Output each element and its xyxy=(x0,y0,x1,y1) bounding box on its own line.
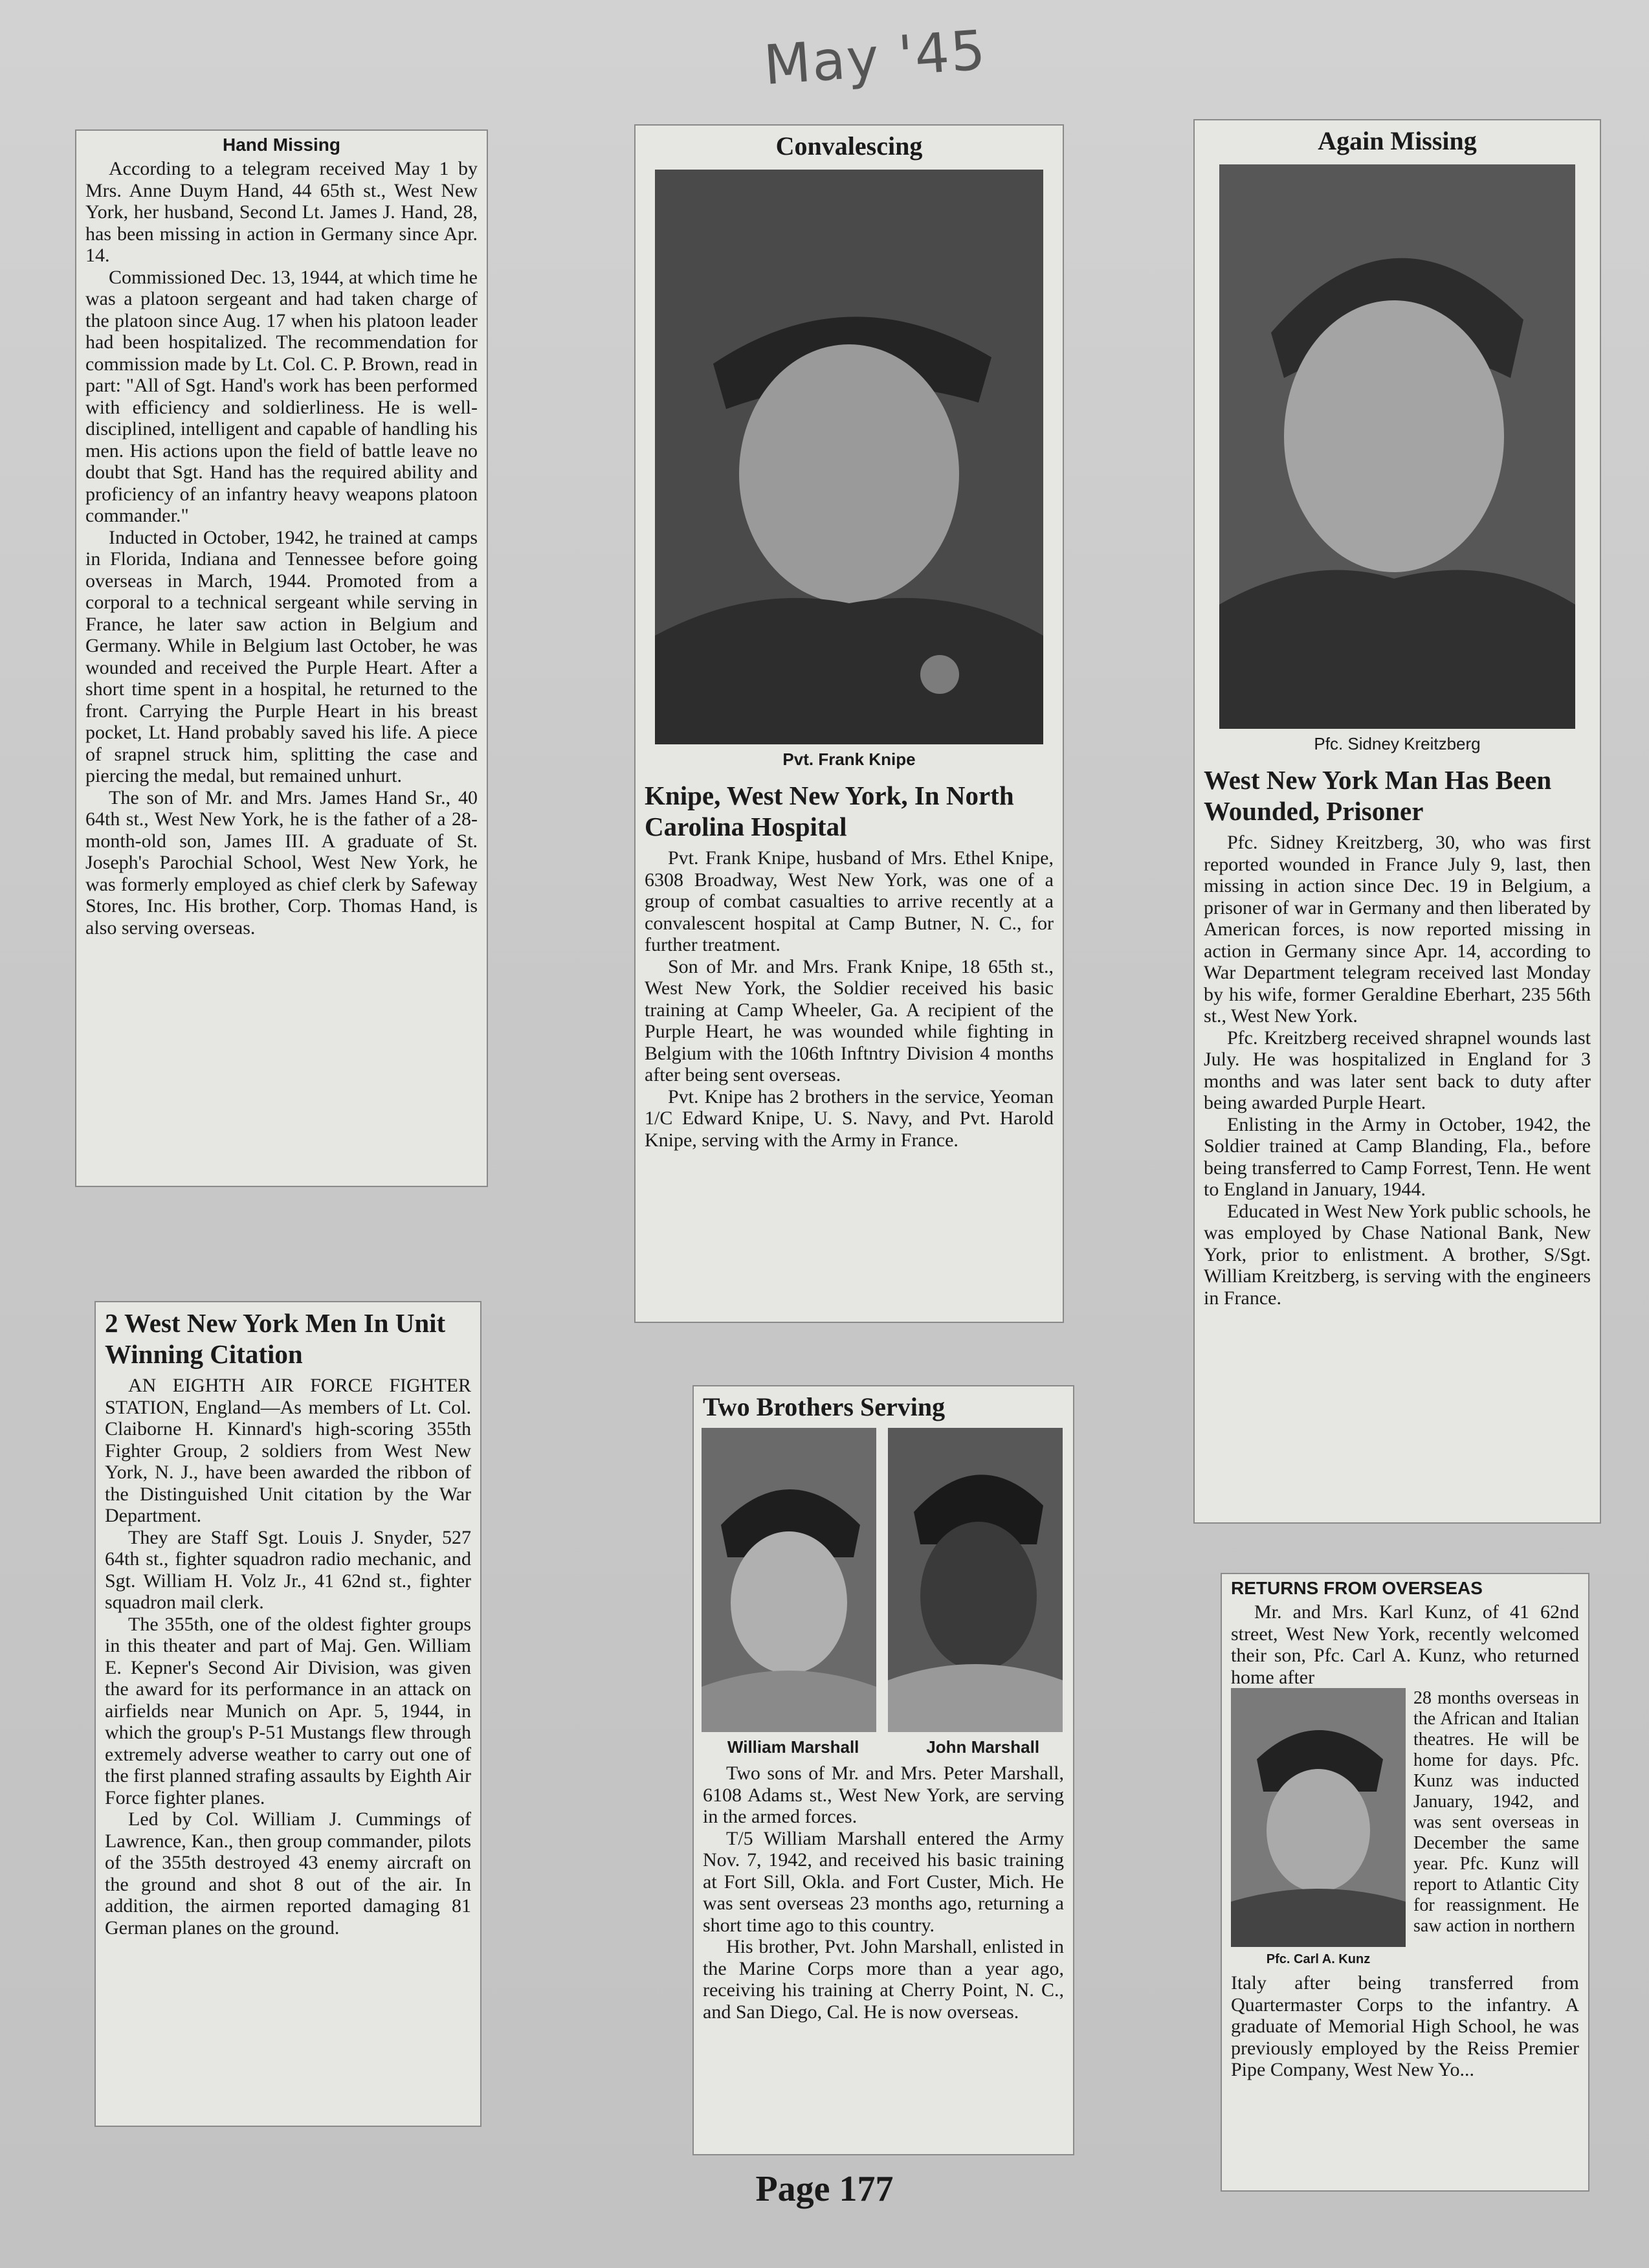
hand-missing-para-2: Commissioned Dec. 13, 1944, at which time he was a platoon sergeant and had taken charge of the platoon since Aug. 17 when his platoon leader had been hospitalized. The recommendation for commission made by Lt. Col. C. P. Brown, read in part: "All of Sgt. Hand's work has been performed with efficiency and soldierliness. He is well-disciplined, intelligent and capable of handling his men. His actions upon the field of battle leave no doubt that Sgt. Hand has the required ability and proficiency of an infantry heavy weapons platoon commander." xyxy=(85,266,478,526)
kunz-photo xyxy=(1231,1688,1406,1947)
again-missing-clipping xyxy=(1193,119,1601,1524)
john-marshall-photo xyxy=(888,1428,1063,1732)
marshall-body xyxy=(694,1762,1073,2023)
again-missing-heading: Again Missing xyxy=(1318,126,1477,155)
convalescing-clipping xyxy=(634,124,1064,1323)
handwritten-date: May '45 xyxy=(762,18,989,97)
kreitzberg-caption: Pfc. Sidney Kreitzberg xyxy=(1314,734,1481,753)
hand-missing-clipping xyxy=(75,129,488,1187)
knipe-photo xyxy=(655,170,1043,744)
kunz-photo-block xyxy=(1231,1688,1406,1972)
returns-side xyxy=(1413,1688,1579,1972)
knipe-body xyxy=(636,847,1063,1151)
kreitzberg-body xyxy=(1195,832,1600,1309)
william-marshall-photo xyxy=(702,1428,876,1732)
returns-intro xyxy=(1222,1601,1588,1688)
knipe-para-1: Pvt. Frank Knipe, husband of Mrs. Ethel Knipe, 6308 Broadway, West New York, was one of a group of combat casualties to arrive recently at a convalescent hospital at Camp Butner, N. C., for further treatment. xyxy=(645,847,1054,955)
page-number: Page 177 xyxy=(755,2169,894,2209)
kreitzberg-para-4: Educated in West New York public schools, he was employed by Chase National Bank, New York, prior to enlistment. A brother, S/Sgt. William Kreitzberg, is serving with the engineers in France. xyxy=(1204,1200,1591,1309)
hand-missing-body xyxy=(76,158,487,939)
returns-intro-text: Mr. and Mrs. Karl Kunz, of 41 62nd street, West New York, recently welcomed their son, Pfc. Carl A. Kunz, who returned home after xyxy=(1231,1601,1579,1688)
knipe-para-2: Son of Mr. and Mrs. Frank Knipe, 18 65th st., West New York, the Soldier received his basic training at Camp Wheeler, Ga. A recipient of the Purple Heart, he was wounded while fighting in Belgium with the 106th Inftntry Division 4 months after being sent overseas. xyxy=(645,955,1054,1085)
two-brothers-heading: Two Brothers Serving xyxy=(703,1392,946,1421)
knipe-caption: Pvt. Frank Knipe xyxy=(782,750,916,769)
citation-clipping xyxy=(94,1301,481,2127)
citation-para-2: They are Staff Sgt. Louis J. Snyder, 527 64th st., fighter squadron radio mechanic, and Sgt. William H. Volz Jr., 41 62nd st., fighter squadron mail clerk. xyxy=(105,1526,471,1613)
citation-title: 2 West New York Men In Unit Winning Citation xyxy=(105,1308,446,1369)
citation-para-1: AN EIGHTH AIR FORCE FIGHTER STATION, England—As members of Lt. Col. Claiborne H. Kinnard's high-scoring 355th Fighter Group, 2 soldiers from West New York, N. J., have been awarded the ribbon of the Distinguished Unit citation by the War Department. xyxy=(105,1375,471,1526)
kreitzberg-photo xyxy=(1219,164,1575,729)
marshall-photos xyxy=(694,1428,1073,1732)
returns-clipping xyxy=(1221,1573,1589,2192)
two-brothers-clipping xyxy=(692,1385,1074,2155)
kreitzberg-para-1: Pfc. Sidney Kreitzberg, 30, who was first reported wounded in France July 9, last, then missing in action since Dec. 19 in Belgium, a prisoner of war in Germany and then liberated by American forces, is now reported missing in action in Germany since Apr. 14, according to War Department telegram received last Monday by his wife, former Geraldine Eberhart, 235 56th st., West New York. xyxy=(1204,832,1591,1027)
william-marshall-caption: William Marshall xyxy=(727,1737,859,1757)
returns-side-text: 28 months overseas in the African and Italian theatres. He will be home for days. Pfc. Kunz was inducted January, 1942, and was sent overseas in December the same year. Pfc. Kunz will report to Atlantic City for reassignment. He saw action in northern xyxy=(1413,1688,1579,1936)
returns-rest-text: Italy after being transferred from Quartermaster Corps to the infantry. A graduate of Memorial High School, he was previously employed by the Reiss Premier Pipe Company, West New Yo... xyxy=(1231,1972,1579,2080)
citation-para-4: Led by Col. William J. Cummings of Lawrence, Kan., then group commander, pilots of the 355th destroyed 43 enemy aircraft on the ground and shot 8 out of the air. In addition, the airmen reported damaging 81 German planes on the ground. xyxy=(105,1808,471,1939)
hand-missing-para-4: The son of Mr. and Mrs. James Hand Sr., 40 64th st., West New York, he is the father of a 28-month-old son, James III. A graduate of St. Joseph's Parochial School, West New York, he was formerly employed as chief clerk by Safeway Stores, Inc. His brother, Corp. Thomas Hand, is also serving overseas. xyxy=(85,786,478,939)
returns-photo-row xyxy=(1222,1688,1588,1972)
knipe-title: Knipe, West New York, In North Carolina Hospital xyxy=(645,781,1014,841)
returns-rest xyxy=(1222,1972,1588,2081)
marshall-para-3: His brother, Pvt. John Marshall, enlisted in the Marine Corps more than a year ago, receiving his training at Cherry Point, N. C., and San Diego, Cal. He is now overseas. xyxy=(703,1936,1064,2023)
kreitzberg-para-3: Enlisting in the Army in October, 1942, the Soldier trained at Camp Blanding, Fla., before being transferred to Camp Forrest, Tenn. He went to England in January, 1944. xyxy=(1204,1113,1591,1200)
kreitzberg-title: West New York Man Has Been Wounded, Prisoner xyxy=(1204,765,1552,826)
returns-heading: RETURNS FROM OVERSEAS xyxy=(1231,1578,1483,1598)
knipe-para-3: Pvt. Knipe has 2 brothers in the service, Yeoman 1/C Edward Knipe, U. S. Navy, and Pvt. Harold Knipe, serving with the Army in France. xyxy=(645,1085,1054,1151)
kreitzberg-para-2: Pfc. Kreitzberg received shrapnel wounds last July. He was hospitalized in England for 3 months and was later sent back to duty after being awarded Purple Heart. xyxy=(1204,1027,1591,1113)
convalescing-heading: Convalescing xyxy=(775,131,923,161)
hand-missing-heading: Hand Missing xyxy=(222,135,340,155)
marshall-para-1: Two sons of Mr. and Mrs. Peter Marshall, 6108 Adams st., West New York, are serving in the armed forces. xyxy=(703,1762,1064,1827)
marshall-captions xyxy=(694,1732,1073,1762)
hand-missing-para-1: According to a telegram received May 1 by Mrs. Anne Duym Hand, 44 65th st., West New York, her husband, Second Lt. James J. Hand, 28, has been missing in action in Germany since Apr. 14. xyxy=(85,158,478,266)
kunz-caption: Pfc. Carl A. Kunz xyxy=(1266,1952,1371,1966)
marshall-para-2: T/5 William Marshall entered the Army Nov. 7, 1942, and received his basic training at Fort Sill, Okla. and Fort Custer, Mich. He was sent overseas 23 months ago, returning a short time ago to this country. xyxy=(703,1827,1064,1936)
john-marshall-caption: John Marshall xyxy=(926,1737,1040,1757)
citation-body xyxy=(96,1375,480,1939)
hand-missing-para-3: Inducted in October, 1942, he trained at camps in Florida, Indiana and Tennessee before going overseas in March, 1944. Promoted from a corporal to a technical sergeant while serving in France, he later saw action in Belgium and Germany. While in Belgium last October, he was wounded and received the Purple Heart. After a short time spent in a hospital, he returned to the front. Carrying the Purple Heart in his breast pocket, Lt. Hand probably saved his life. A piece of srapnel struck him, splitting the case and piercing the medal, but remained unhurt. xyxy=(85,526,478,786)
citation-para-3: The 355th, one of the oldest fighter groups in this theater and part of Maj. Gen. William E. Kepner's Second Air Division, was given the award for its performance in an attack on airfields near Munich on Apr. 5, 1944, in which the group's P-51 Mustangs flew through extremely adverse weather to carry out one of the first planned strafing assaults by Eighth Air Force fighter planes. xyxy=(105,1613,471,1808)
